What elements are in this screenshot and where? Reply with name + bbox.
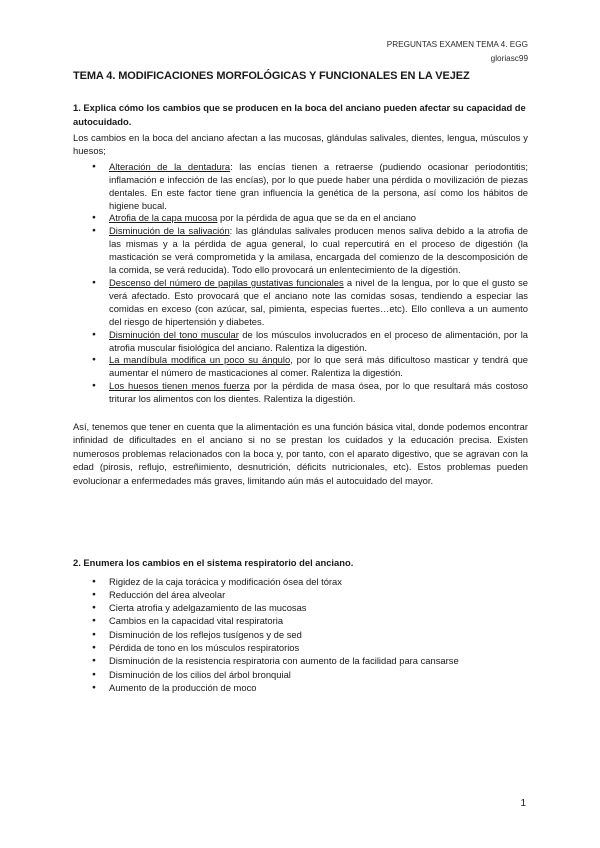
list-item-term: Disminución de la salivación [109,225,230,237]
list-item-text: de los músculos involucrados en el proceso de alimentación, por la atrofia muscular fisiológica del anciano. Ralentiza la digestión. [109,328,528,353]
list-item [109,380,528,406]
list-item-term: Disminución del tono muscular [109,328,239,340]
page-header [387,38,528,65]
question-1: 1. Explica cómo los cambios que se producen en la boca del anciano pueden afectar su capacidad de autocuidado. [73,102,526,127]
list-item: ● Disminución de los reflejos tusígenos y de sed [109,628,528,641]
list-item-term: Los huesos tienen menos fuerza [109,380,250,392]
list-item [109,277,528,329]
list-item-term: La mandíbula modifica un poco su ángulo [109,354,291,366]
question-1-intro: Los cambios en la boca del anciano afectan a las mucosas, glándulas salivales, dientes, lengua, músculos y huesos; [73,132,528,157]
list-item [109,225,528,277]
list-item-text: , por lo que será más dificultoso masticar y tendrá que aumentar el número de masticaciones al comer. Ralentiza la digestión. [109,354,528,379]
question-1-conclusion: Así, tenemos que tener en cuenta que la alimentación es una función básica vital, donde podemos encontrar infinidad de dificultades en el anciano si no se prestan los cuidados y la educación precisa. Existen numerosos problemas relacionados con la boca y, por tanto, con el aparato digestivo, que se agravan con la edad (pirosis, reflujo, estreñimiento, desnutrición, déficits nutricionales, etc). Estos problemas pueden evolucionar a enfermedades más graves, limitando aún más el autocuidado del mayor. [73,421,528,486]
list-item: ● Cambios en la capacidad vital respiratoria [109,614,528,627]
question-2-list [73,575,528,695]
list-item [109,329,528,355]
list-item: ● Cierta atrofia y adelgazamiento de las mucosas [109,601,528,614]
page-number: 1 [520,798,526,809]
list-item: ● Reducción del área alveolar [109,588,528,601]
list-item-text: por la pérdida de agua que se da en el anciano [217,212,416,224]
list-item-term: Descenso del número de papilas gustativas funcionales [109,276,344,288]
list-item-term: Atrofia de la capa mucosa [109,212,218,224]
question-2-section [73,556,528,694]
list-item-text: : las encías tienen a retraerse (pudiendo ocasionar periodontitis; inflamación e infección de las encías), por lo que puede haber una pérdida o movilización de piezas dentales. En este factor tiene gran influencia la genética de la persona, así como los hábitos de higiene bucal. [109,160,529,211]
list-item: ● Pérdida de tono en los músculos respiratorios [109,641,528,654]
list-item-text: por la pérdida de masa ósea, por lo que resultará más costoso triturar los alimentos con los dientes. Ralentiza la digestión. [109,380,528,405]
list-item: ● Disminución de los cilios del árbol bronquial [109,668,528,681]
list-item [109,161,528,213]
header-course: PREGUNTAS EXAMEN TEMA 4. EGG [386,40,528,49]
question-2: 2. Enumera los cambios en el sistema respiratorio del anciano. [73,557,354,568]
list-item-text: a nivel de la lengua, por lo que el gusto se verá afectado. Esto provocará que el anciano note las comidas sosas, tendiendo a especiar las comidas en exceso (con azúcar, sal, pimienta, especias fuertes…etc). Ello conlleva a un aumento del riesgo de hipertensión y diabetes. [109,276,529,327]
list-item: ● Disminución de la resistencia respiratoria con aumento de la facilidad para cansarse [109,654,528,667]
header-author: gloriasc99 [490,53,528,63]
list-item [109,212,528,225]
question-1-section [73,101,528,487]
list-item: ● Aumento de la producción de moco [109,681,528,694]
document-title: TEMA 4. MODIFICACIONES MORFOLÓGICAS Y FUNCIONALES EN LA VEJEZ [73,70,470,82]
list-item-text: : las glándulas salivales producen menos saliva debido a la atrofia de las mismas y a la pérdida de agua general, lo cual repercutirá en el proceso de digestión (la masticación se verá comprometida y la amilasa, encargada del comienzo de la descomposición de la comida, se verá reducida). Todo ello provocará un enlentecimiento de la digestión. [109,225,528,276]
list-item: ● Rigidez de la caja torácica y modificación ósea del tórax [109,575,528,588]
list-item [109,354,528,380]
list-item-term: Alteración de la dentadura [109,160,231,172]
question-1-list [73,161,528,406]
